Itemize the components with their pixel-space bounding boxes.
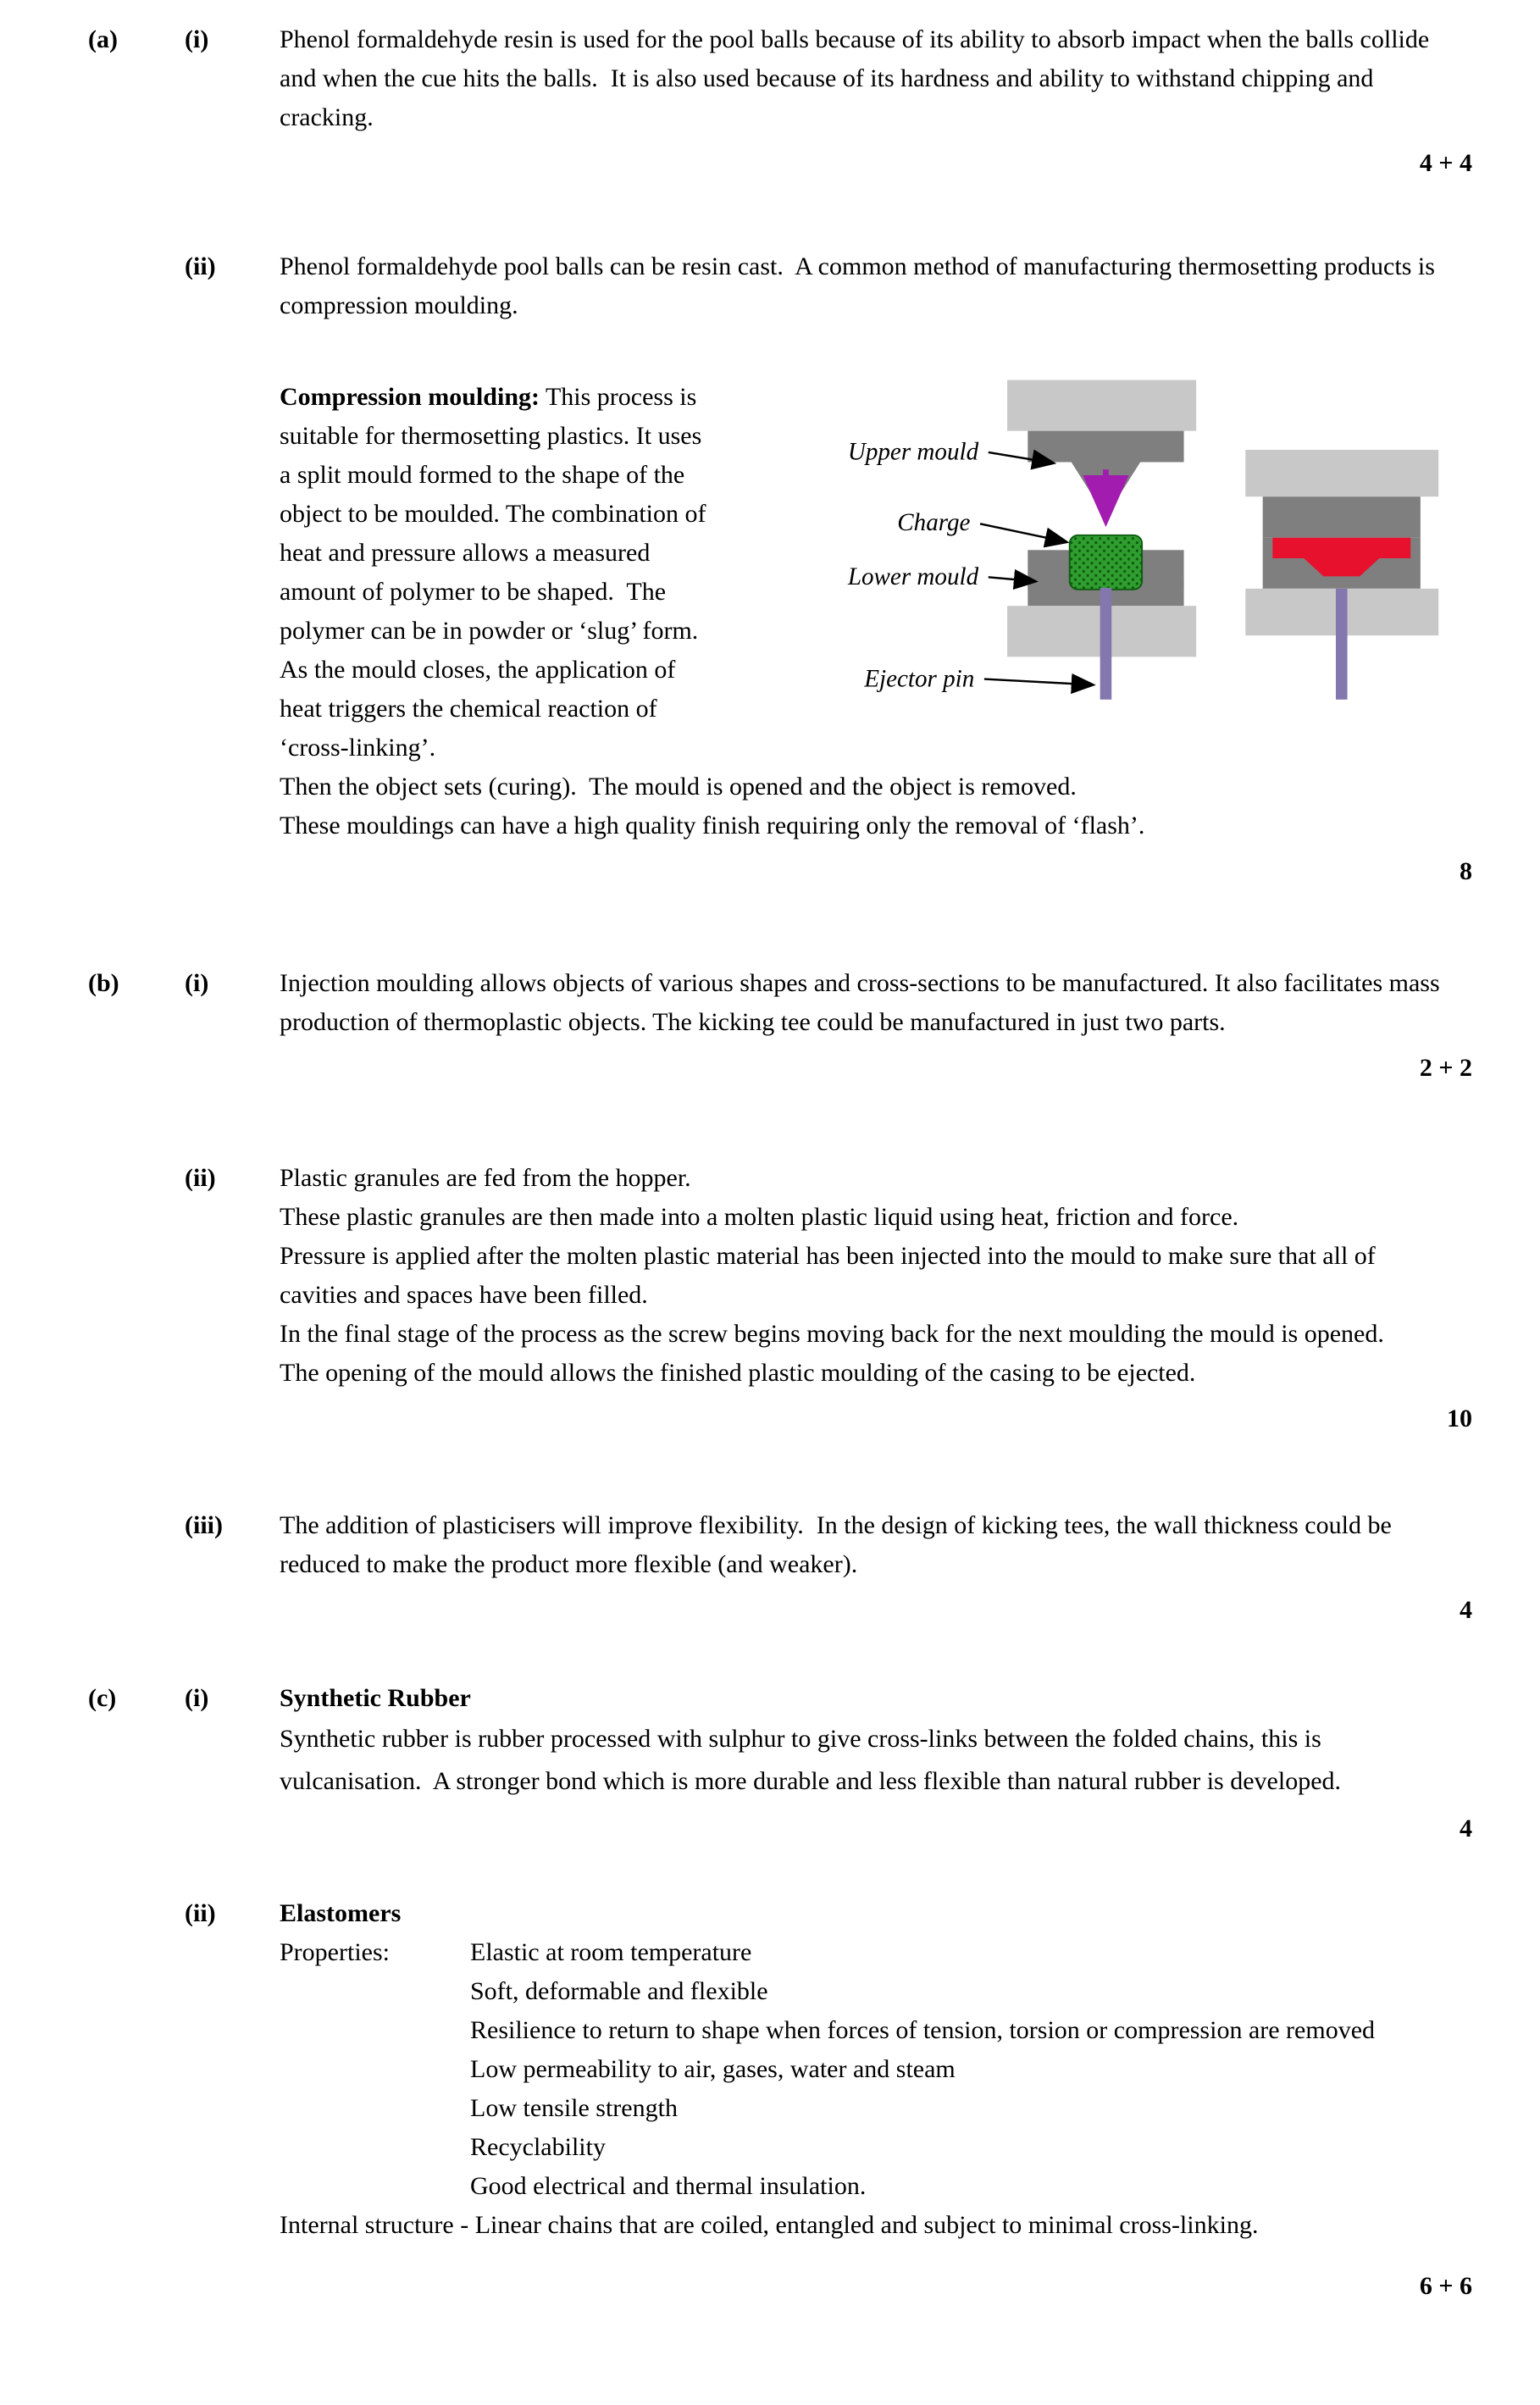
property-item: Elastic at room temperature	[470, 1938, 752, 1966]
marks-c-i: 4	[1460, 1815, 1472, 1843]
part-label-c: (c)	[88, 1684, 117, 1712]
marks-a-i: 4 + 4	[1419, 149, 1472, 177]
ejector-pin-arrow	[984, 679, 1092, 685]
marks-b-i: 2 + 2	[1419, 1054, 1472, 1082]
sub-label-b-iii: (iii)	[185, 1511, 223, 1539]
sub-label-a-ii: (ii)	[185, 252, 216, 280]
compression-diagram-wrap	[707, 368, 1447, 733]
sub-label-c-ii: (ii)	[185, 1899, 216, 1927]
sub-label-b-i: (i)	[185, 969, 209, 997]
compression-lead: Compression moulding:	[280, 383, 540, 411]
sub-label-a-i: (i)	[185, 25, 209, 53]
property-item: Low tensile strength	[470, 2094, 678, 2122]
ejector-pin-shape	[1100, 588, 1112, 700]
compression-body: This process is suitable for thermosetting plastics. It uses a split mould formed to the shape of the object to be moulded. The combination of heat and pressure allows a measured amount of polymer to be shaped. The polymer can be in powder or ‘slug’ form. As the mould closes, the application of heat triggers the chemical reaction of ‘cross-linking’.	[280, 383, 712, 762]
top-platen-closed	[1245, 450, 1438, 496]
section-a-ii	[0, 247, 1540, 325]
compression-moulding-diagram	[707, 368, 1447, 721]
mould-open-view	[1007, 380, 1196, 700]
section-b-iii	[0, 1506, 1540, 1584]
section-b-ii	[0, 1159, 1540, 1393]
property-item: Good electrical and thermal insulation.	[470, 2172, 867, 2200]
b-ii-line: In the final stage of the process as the screw begins moving back for the next moulding the mould is opened.	[280, 1320, 1384, 1348]
lower-mould-right-wall	[1139, 550, 1183, 590]
part-label-b: (b)	[88, 969, 119, 997]
c-i-title: Synthetic Rubber	[280, 1684, 471, 1712]
ejector-pin-closed	[1336, 589, 1348, 700]
marks-b-iii: 4	[1460, 1596, 1472, 1624]
marks-b-ii: 10	[1447, 1405, 1472, 1432]
compression-after-1: Then the object sets (curing). The mould is opened and the object is removed.	[280, 773, 1077, 801]
property-item: Recyclability	[470, 2133, 606, 2161]
answer-text-b-iii: The addition of plasticisers will improve flexibility. In the design of kicking tees, the wall thickness could be reduced to make the product more flexible (and weaker).	[280, 1511, 1399, 1578]
compression-description	[280, 378, 712, 767]
lower-mould-arrow	[989, 577, 1034, 581]
part-label-a: (a)	[88, 25, 118, 53]
properties-list	[470, 1933, 1423, 2206]
ejector-pin-label: Ejector pin	[864, 665, 975, 693]
lower-mould-label: Lower mould	[847, 563, 979, 591]
lower-mould-left-wall	[1028, 550, 1072, 590]
mould-closed-view	[1245, 450, 1438, 700]
answer-text-c-i: Synthetic rubber is rubber processed with sulphur to give cross-links between the folded chains, this is vulcanisation. A stronger bond which is more durable and less flexible than natural rubber is developed.	[280, 1725, 1342, 1795]
answer-text-a-ii: Phenol formaldehyde pool balls can be resin cast. A common method of manufacturing thermosetting products is compression moulding.	[280, 252, 1442, 319]
b-ii-line: The opening of the mould allows the finished plastic moulding of the casing to be ejected.	[280, 1359, 1196, 1387]
charge-shape	[1070, 535, 1142, 590]
property-item: Low permeability to air, gases, water and steam	[470, 2055, 956, 2083]
section-c-ii	[0, 1894, 1540, 2245]
properties-block	[280, 1933, 1450, 2206]
upper-mould-closed	[1263, 496, 1421, 537]
property-item: Resilience to return to shape when forces of tension, torsion or compression are removed	[470, 2016, 1376, 2044]
sub-label-b-ii: (ii)	[185, 1164, 216, 1192]
b-ii-line: Plastic granules are fed from the hopper.	[280, 1164, 691, 1192]
upper-mould-label: Upper mould	[847, 438, 979, 466]
answer-text-a-i: Phenol formaldehyde resin is used for the pool balls because of its ability to absorb impact when the balls collide and when the cue hits the balls. It is also used because of its hardness and ability to withstand chipping and cracking.	[280, 25, 1436, 131]
compression-after-2: These mouldings can have a high quality finish requiring only the removal of ‘flash’.	[280, 812, 1145, 840]
top-platen-shape	[1007, 380, 1196, 431]
properties-label: Properties:	[280, 1938, 390, 1966]
marks-a-ii: 8	[1460, 857, 1472, 885]
internal-structure-text: Internal structure - Linear chains that are coiled, entangled and subject to minimal cross-linking.	[280, 2211, 1259, 2239]
answer-text-b-ii	[280, 1159, 1450, 1393]
section-c-i	[0, 1679, 1540, 1803]
b-ii-line: These plastic granules are then made into a molten plastic liquid using heat, friction and force.	[280, 1203, 1239, 1231]
answer-text-b-i: Injection moulding allows objects of various shapes and cross-sections to be manufactured. It also facilitates mass production of thermoplastic objects. The kicking tee could be manufactured in just two parts.	[280, 969, 1447, 1036]
section-compression	[0, 378, 1540, 845]
c-ii-title: Elastomers	[280, 1899, 402, 1927]
b-ii-line: Pressure is applied after the molten plastic material has been injected into the mould to make sure that all of cavities and spaces have been filled.	[280, 1242, 1382, 1309]
marks-c-ii: 6 + 6	[1419, 2272, 1472, 2300]
section-b-i	[0, 964, 1540, 1042]
sub-label-c-i: (i)	[185, 1684, 209, 1712]
charge-arrow	[980, 524, 1066, 541]
charge-label: Charge	[897, 509, 971, 537]
compression-text-and-diagram	[280, 378, 1450, 767]
section-a-i	[0, 20, 1540, 137]
property-item: Soft, deformable and flexible	[470, 1977, 768, 2005]
upper-mould-shape	[1028, 431, 1183, 463]
